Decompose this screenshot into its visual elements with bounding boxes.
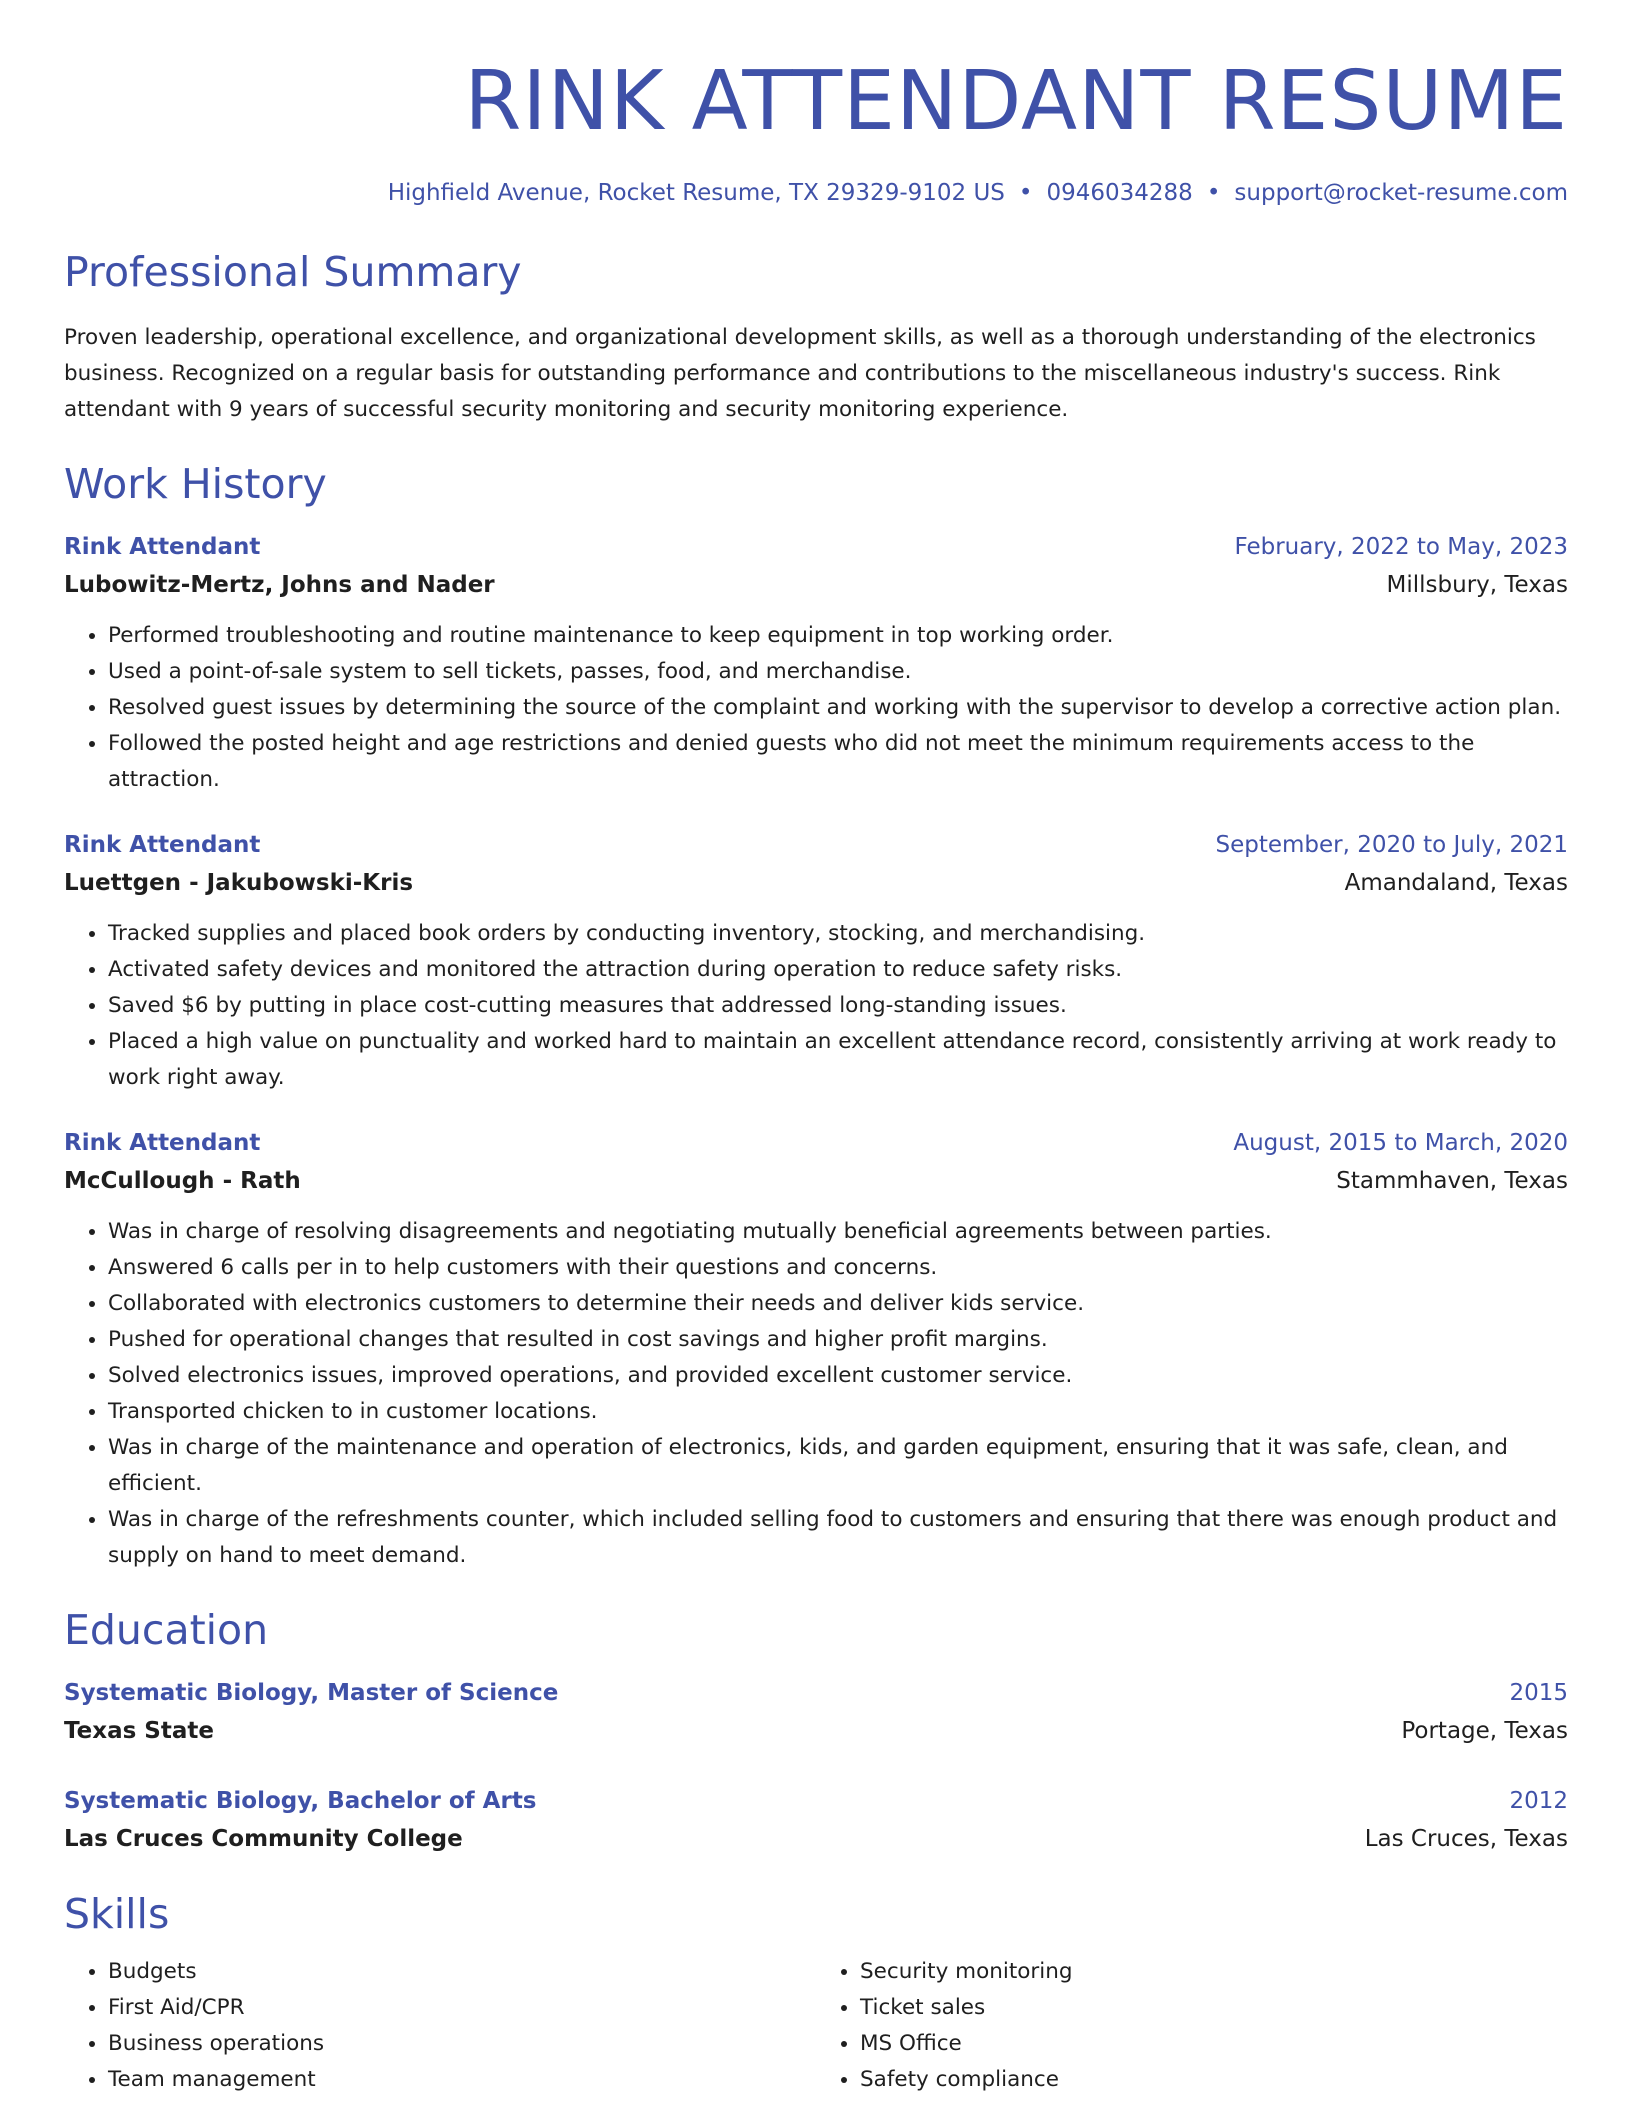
skill-item: • Security monitoring (860, 1954, 1568, 1990)
job-bullet: • Transported chicken to in customer locations. (108, 1394, 1568, 1430)
skill-item: • Business operations (108, 2026, 816, 2062)
summary-text: Proven leadership, operational excellence, and organizational development skills, as well as a thorough understanding of the electronics business. Recognized on a regular basis for outstanding performance and contributions to the miscellaneous industry's success. Rink attendant with 9 years of successful security monitoring and security monitoring experience. (64, 325, 1536, 422)
job-bullet: • Tracked supplies and placed book orders by conducting inventory, stocking, and merchandising. (108, 916, 1568, 952)
section-title-skills: Skills (64, 1890, 170, 1938)
job-company: Luettgen - Jakubowski-Kris (64, 870, 414, 896)
education-degree: Systematic Biology, Master of Science (64, 1680, 559, 1706)
job-location: Amandaland, Texas (1344, 870, 1568, 896)
contact-address: Highfield Avenue, Rocket Resume, TX 29329-9102 US (387, 180, 1005, 206)
job-role: Rink Attendant (64, 1130, 261, 1156)
skills-column-left (64, 1954, 816, 2098)
resume-title: RINK ATTENDANT RESUME (464, 54, 1568, 149)
skill-item: • Safety compliance (860, 2062, 1568, 2098)
job-bullets (64, 916, 1568, 1096)
job-dates: August, 2015 to March, 2020 (1233, 1130, 1568, 1156)
education-school: Las Cruces Community College (64, 1826, 463, 1852)
skill-item: • Ticket sales (860, 1990, 1568, 2026)
job-bullet: • Collaborated with electronics customers to determine their needs and deliver kids service. (108, 1286, 1568, 1322)
skill-item: • MS Office (860, 2026, 1568, 2062)
skill-item: • First Aid/CPR (108, 1990, 816, 2026)
job-entry (64, 1124, 1568, 1574)
section-title-education: Education (64, 1606, 269, 1654)
education-entry (64, 1674, 1568, 1750)
section-title-summary: Professional Summary (64, 248, 522, 296)
contact-line (64, 178, 1568, 208)
section-title-work-history: Work History (64, 460, 327, 508)
job-entry (64, 528, 1568, 798)
education-location: Portage, Texas (1401, 1718, 1568, 1744)
skills-list (64, 1954, 1568, 2098)
job-location: Stammhaven, Texas (1336, 1168, 1568, 1194)
job-bullet: • Was in charge of resolving disagreements and negotiating mutually beneficial agreements between parties. (108, 1214, 1568, 1250)
job-dates: February, 2022 to May, 2023 (1234, 534, 1568, 560)
job-company: Lubowitz-Mertz, Johns and Nader (64, 572, 495, 598)
job-bullet: • Was in charge of the maintenance and operation of electronics, kids, and garden equipment, ensuring that it was safe, clean, and efficient. (108, 1430, 1568, 1502)
contact-separator: • (1206, 180, 1221, 206)
education-degree: Systematic Biology, Bachelor of Arts (64, 1788, 537, 1814)
job-bullet: • Placed a high value on punctuality and worked hard to maintain an excellent attendance record, consistently arriving at work ready to work right away. (108, 1024, 1568, 1096)
job-bullet: • Performed troubleshooting and routine maintenance to keep equipment in top working order. (108, 618, 1568, 654)
skills-column-right (816, 1954, 1568, 2098)
job-bullets (64, 618, 1568, 798)
job-role: Rink Attendant (64, 534, 261, 560)
job-bullet: • Pushed for operational changes that resulted in cost savings and higher profit margins. (108, 1322, 1568, 1358)
job-bullet: • Followed the posted height and age restrictions and denied guests who did not meet the minimum requirements access to the attraction. (108, 726, 1568, 798)
education-year: 2012 (1509, 1788, 1568, 1814)
contact-email[interactable]: support@rocket-resume.com (1234, 180, 1568, 206)
job-dates: September, 2020 to July, 2021 (1215, 832, 1568, 858)
job-bullets (64, 1214, 1568, 1574)
education-entry (64, 1782, 1568, 1858)
job-bullet: • Solved electronics issues, improved operations, and provided excellent customer service. (108, 1358, 1568, 1394)
job-bullet: • Resolved guest issues by determining the source of the complaint and working with the supervisor to develop a corrective action plan. (108, 690, 1568, 726)
contact-separator: • (1018, 180, 1033, 206)
education-school: Texas State (64, 1718, 214, 1744)
skill-item: • Team management (108, 2062, 816, 2098)
job-bullet: • Activated safety devices and monitored the attraction during operation to reduce safety risks. (108, 952, 1568, 988)
job-bullet: • Used a point-of-sale system to sell tickets, passes, food, and merchandise. (108, 654, 1568, 690)
job-bullet: • Was in charge of the refreshments counter, which included selling food to customers and ensuring that there was enough product and supply on hand to meet demand. (108, 1502, 1568, 1574)
job-role: Rink Attendant (64, 832, 261, 858)
job-entry (64, 826, 1568, 1096)
job-company: McCullough - Rath (64, 1168, 301, 1194)
skill-item: • Budgets (108, 1954, 816, 1990)
job-bullet: • Answered 6 calls per in to help customers with their questions and concerns. (108, 1250, 1568, 1286)
job-location: Millsbury, Texas (1386, 572, 1568, 598)
education-year: 2015 (1509, 1680, 1568, 1706)
job-bullet: • Saved $6 by putting in place cost-cutting measures that addressed long-standing issues. (108, 988, 1568, 1024)
education-location: Las Cruces, Texas (1364, 1826, 1568, 1852)
contact-phone: 0946034288 (1046, 180, 1193, 206)
